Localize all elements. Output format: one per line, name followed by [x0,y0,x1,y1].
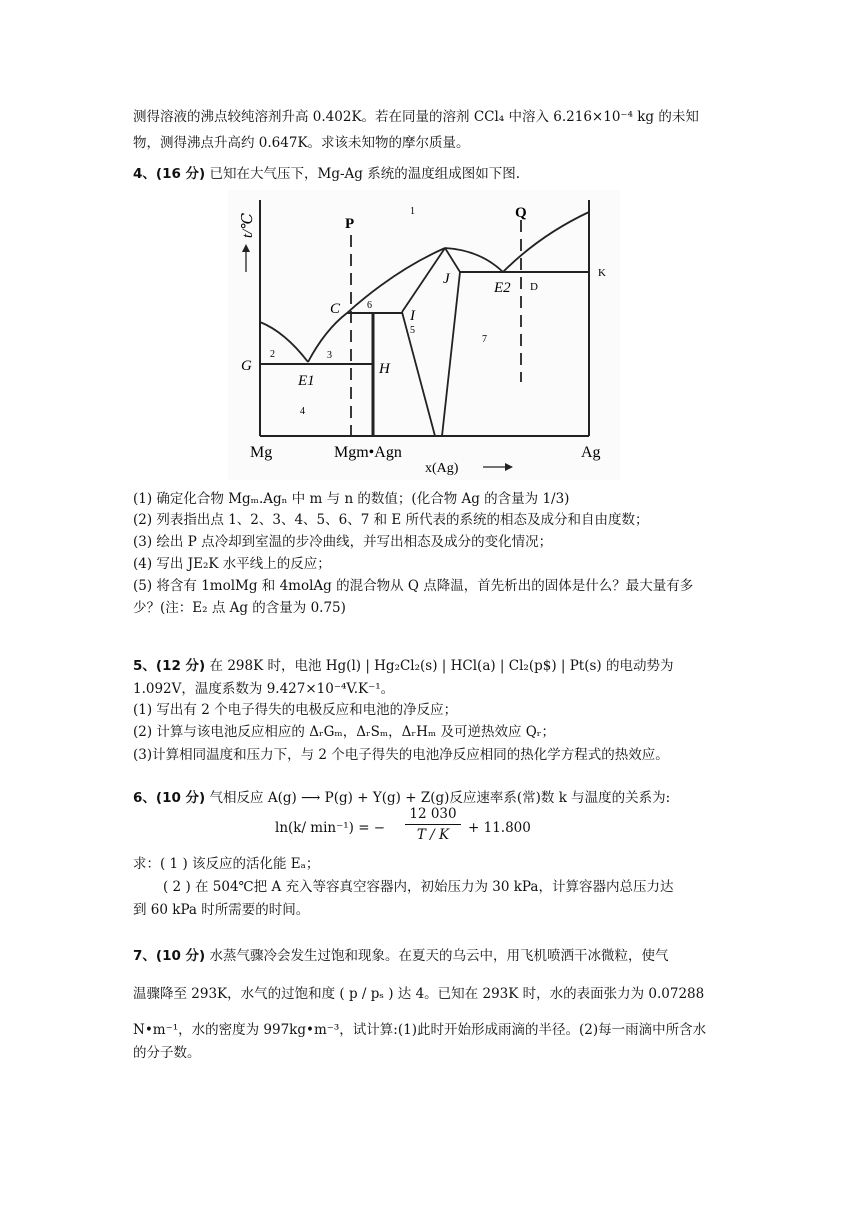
x-label-compound: Mgm•Agn [334,444,402,461]
q7-line-3: N•m⁻¹，水的密度为 997kg•m⁻³，试计算:(1)此时开始形成雨滴的半径。(2)每一雨滴中所含水 [133,1022,707,1038]
q4-item-5a: (5) 将含有 1molMg 和 4molAg 的混合物从 Q 点降温，首先析出的固体是什么？最大量有多 [133,578,694,594]
q4-text: 已知在大气压下，Mg-Ag 系统的温度组成图如下图. [209,166,521,182]
region-3: 3 [327,350,332,361]
region-6: 6 [367,300,372,311]
region-7: 7 [482,334,487,345]
q6-fraction-numerator: 12 030 [409,806,457,822]
q6-number: 6、(10 分) [133,790,206,806]
q6-ask-1: 求：( 1 ) 该反应的活化能 Eₐ； [133,856,320,872]
mg-ag-phase-diagram [228,190,620,480]
label-j: J [443,271,450,287]
q7-line-4: 的分子数。 [133,1045,201,1061]
q7-header-line [133,946,669,966]
q7-number: 7、(10 分) [133,948,206,964]
q6-text: 气相反应 A(g) ⟶ P(g) + Y(g) + Z(g)反应速率系(常)数 k 与温度的关系为: [209,790,671,806]
label-g: G [241,358,252,374]
region-5: 5 [410,325,415,336]
q5-number: 5、(12 分) [133,658,206,674]
q6-ask-3: 到 60 kPa 时所需要的时间。 [133,902,310,918]
q5-header-line [133,656,673,676]
q4-header-line [133,164,520,184]
label-d: D [530,281,538,293]
region-4: 4 [300,406,305,417]
q7-line-2: 温骤降至 293K，水气的过饱和度 ( p / pₛ ) 达 4。已知在 293K 时，水的表面张力为 0.07288 [133,986,705,1002]
q7-text: 水蒸气骤冷会发生过饱和现象。在夏天的乌云中，用飞机喷洒干冰微粒，使气 [209,948,669,964]
q4-item-2: (2) 列表指出点 1、2、3、4、5、6、7 和 E 所代表的系统的相态及成分和自由度数； [133,512,649,528]
q4-item-4: (4) 写出 JE₂K 水平线上的反应； [133,556,331,572]
label-e1: E1 [298,373,315,389]
region-1: 1 [410,206,415,217]
q4-item-3: (3) 绘出 P 点冷却到室温的步冷曲线，并写出相态及成分的变化情况； [133,534,553,550]
label-h: H [379,361,390,377]
label-q: Q [515,205,527,221]
q6-equation-fraction [405,806,461,843]
x-label-ag: Ag [581,444,601,461]
label-i: I [410,308,415,324]
q5-item-2: (2) 计算与该电池反应相应的 ΔᵣGₘ，ΔᵣSₘ，ΔᵣHₘ 及可逆热效应 Qᵣ； [133,724,555,740]
p3-line-1: 测得溶液的沸点较纯溶剂升高 0.402K。若在同量的溶剂 CCl₄ 中溶入 6.216×10⁻⁴ kg 的未知 [133,109,699,125]
label-k: K [598,267,606,279]
y-axis-label: t/℃ [240,212,256,238]
q4-item-1: (1) 确定化合物 Mgₘ.Agₙ 中 m 与 n 的数值；(化合物 Ag 的含量为 1/3) [133,491,570,507]
x-label-mg: Mg [250,444,273,461]
q5-item-3: (3)计算相同温度和压力下，与 2 个电子得失的电池净反应相同的热化学方程式的热效应。 [133,747,669,763]
p3-line-2: 物，测得沸点升高约 0.647K。求该未知物的摩尔质量。 [133,135,470,151]
q5-text: 在 298K 时，电池 Hg(l) | Hg₂Cl₂(s) | HCl(a) | Cl₂(p$) | Pt(s) 的电动势为 [209,658,674,674]
q6-fraction-denominator: T / K [416,827,450,843]
label-p: P [345,216,355,232]
q5-line-2: 1.092V，温度系数为 9.427×10⁻⁴V.K⁻¹。 [133,681,395,697]
q4-item-5b: 少？(注：E₂ 点 Ag 的含量为 0.75) [133,600,346,616]
q6-equation-left: ln(k/ min⁻¹) = − [275,820,386,836]
q4-number: 4、(16 分) [133,166,206,182]
region-2: 2 [270,349,275,360]
q5-item-1: (1) 写出有 2 个电子得失的电极反应和电池的净反应； [133,702,458,718]
q6-equation-right: + 11.800 [468,820,531,836]
label-e2: E2 [494,280,511,296]
label-c: C [330,301,341,317]
q6-ask-2: ( 2 ) 在 504℃把 A 充入等容真空容器内，初始压力为 30 kPa，计算容器内总压力达 [163,879,674,895]
q6-header-line [133,788,670,808]
x-axis-label: x(Ag) [425,461,459,476]
